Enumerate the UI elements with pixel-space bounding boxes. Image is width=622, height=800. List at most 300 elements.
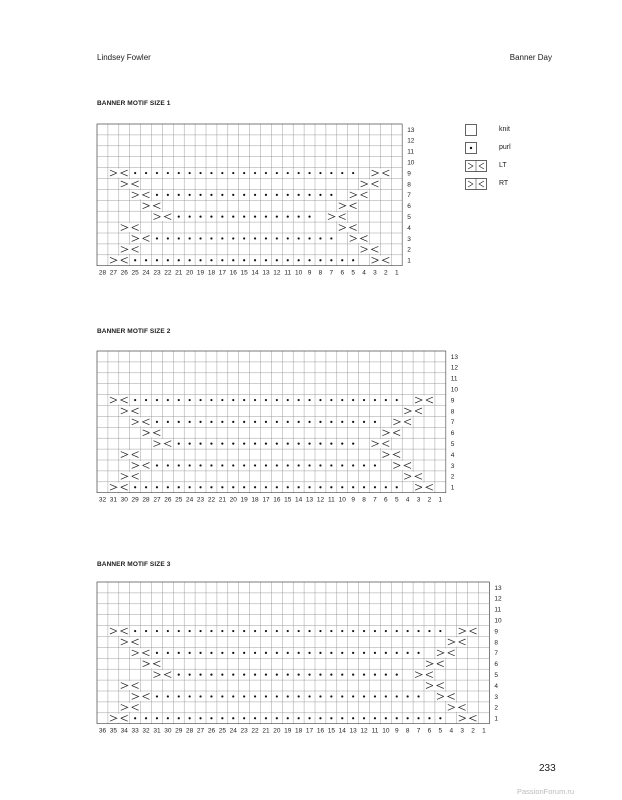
legend-label-lt: LT [499,162,507,169]
purl-dot [308,464,310,466]
purl-dot [221,464,223,466]
purl-dot [308,194,310,196]
purl-dot [308,695,310,697]
purl-dot [407,717,409,719]
purl-dot [330,259,332,261]
row-number: 3 [407,235,411,243]
stitch-number: 13 [305,496,314,504]
purl-dot [156,259,158,261]
purl-dot [276,216,278,218]
purl-dot [298,216,300,218]
purl-dot [243,172,245,174]
purl-dot [199,443,201,445]
purl-dot [352,652,354,654]
stitch-number: 21 [218,496,226,504]
purl-dot [298,652,300,654]
purl-dot [243,194,245,196]
purl-dot [374,399,376,401]
purl-dot [276,237,278,239]
purl-dot [167,695,169,697]
purl-dot [167,652,169,654]
purl-dot [167,464,169,466]
legend-item-rt [465,178,545,190]
cable-rt-row-7 [132,190,150,199]
cable-rt-row-1 [459,714,477,723]
purl-dot [265,421,267,423]
purl-dot [210,674,212,676]
purl-dot [232,464,234,466]
purl-dot [385,399,387,401]
stitch-number: 16 [229,269,237,277]
purl-dot [134,172,136,174]
right-cross-icon [465,178,487,190]
cable-rt-row-2 [361,245,379,254]
purl-dot [156,399,158,401]
row-number: 4 [494,682,499,690]
legend-label-rt: RT [499,180,509,187]
row-number: 1 [407,257,411,265]
purl-dot [428,630,430,632]
purl-dot [352,399,354,401]
stitch-number: 5 [394,496,399,504]
stitch-number: 18 [207,269,216,277]
stitch-number: 13 [262,269,270,277]
chart-title-size-1: BANNER MOTIF SIZE 1 [97,100,171,107]
purl-dot [319,237,321,239]
purl-dot [298,464,300,466]
row-number: 3 [494,693,499,701]
row-number: 10 [450,386,459,394]
cable-lt-row-2 [121,703,139,712]
purl-dot [265,630,267,632]
grid-lines [97,351,446,493]
purl-dot [178,464,180,466]
purl-dot [210,194,212,196]
purl-dot [363,486,365,488]
purl-dot [189,717,191,719]
purl-dot [308,259,310,261]
stitch-number: 10 [338,496,346,504]
purl-dot [352,717,354,719]
purl-dot [199,421,201,423]
purl-dot [298,172,300,174]
purl-dot [199,630,201,632]
purl-dot [178,237,180,239]
purl-dot [265,652,267,654]
stitch-number: 28 [186,727,194,735]
cable-lt-row-2 [121,472,139,481]
purl-dot [265,172,267,174]
cable-lt-row-5 [372,439,390,448]
purl-dot [243,695,245,697]
row-number: 13 [494,584,502,592]
purl-dot [178,216,180,218]
purl-dot [232,216,234,218]
purl-dot [396,652,398,654]
purl-dot [243,399,245,401]
cable-lt-row-8 [448,638,466,647]
purl-dot [232,399,234,401]
purl-dot [319,486,321,488]
purl-dot [319,652,321,654]
purl-dot [428,717,430,719]
cable-rt-row-3 [437,692,455,701]
purl-dot [145,259,147,261]
stitch-number: 4 [362,269,366,277]
row-number: 9 [407,170,411,178]
purl-dot [265,486,267,488]
stitch-number: 19 [240,496,248,504]
purl-dot [396,674,398,676]
purl-dot [210,630,212,632]
row-number: 6 [407,203,411,211]
purl-dot [189,399,191,401]
purl-dot [243,630,245,632]
purl-dot [352,172,354,174]
purl-dot [396,717,398,719]
purl-dot [178,259,180,261]
purl-dot [178,172,180,174]
purl-dot [341,399,343,401]
stitch-number: 18 [295,727,303,735]
legend-item-knit [465,124,545,136]
purl-dot [341,486,343,488]
purl-dot [341,443,343,445]
purl-dot [210,399,212,401]
purl-dot [265,464,267,466]
purl-dot [254,717,256,719]
purl-dot [330,399,332,401]
purl-dot [330,717,332,719]
cable-rt-row-4 [339,223,357,232]
legend-item-purl [465,142,545,154]
purl-dot [178,674,180,676]
stitch-number: 15 [327,727,335,735]
purl-dot [178,399,180,401]
row-number: 6 [494,661,499,669]
row-number: 8 [494,639,499,647]
purl-dot [254,443,256,445]
stitch-number: 13 [349,727,357,735]
purl-dot [210,486,212,488]
stitch-number: 20 [273,727,281,735]
purl-dot [265,443,267,445]
purl-dot [145,486,147,488]
purl-dot [167,172,169,174]
stitch-number: 23 [196,496,205,504]
purl-dot [134,717,136,719]
purl-dot [341,259,343,261]
stitch-number: 22 [164,269,172,277]
purl-dot [341,652,343,654]
stitch-number: 31 [153,727,161,735]
purl-dot [134,259,136,261]
stitch-number: 22 [207,496,216,504]
purl-dot [232,630,234,632]
purl-dot [167,194,169,196]
purl-dot [156,421,158,423]
stitch-number: 14 [295,496,303,504]
purl-dot [189,172,191,174]
row-number: 6 [450,430,455,438]
purl-dot [134,486,136,488]
stitch-number: 11 [284,269,292,277]
purl-dot [221,486,223,488]
purl-dot [221,674,223,676]
row-number: 8 [407,181,411,189]
cable-rt-row-4 [426,681,444,690]
purl-dot [189,421,191,423]
purl-dot [396,486,398,488]
purl-dot [363,674,365,676]
stitch-number: 19 [196,269,205,277]
purl-dot [308,172,310,174]
purl-dot [276,172,278,174]
purl-dot [210,652,212,654]
stitch-number: 7 [373,496,377,504]
purl-dot [178,717,180,719]
stitch-number: 18 [251,496,259,504]
row-number: 7 [494,650,499,658]
stitch-number: 10 [382,727,390,735]
purl-dot [221,717,223,719]
stitch-number: 20 [229,496,237,504]
purl-dot [210,717,212,719]
purl-dot [298,421,300,423]
row-number: 5 [450,440,455,448]
cable-lt-row-3 [132,692,150,701]
chart-grid-size-2 [0,351,622,511]
purl-dot [178,194,180,196]
cable-lt-row-3 [132,234,150,243]
purl-dot [243,216,245,218]
purl-dot [385,674,387,676]
purl-dot [319,674,321,676]
purl-dot [330,237,332,239]
purl-dot [330,194,332,196]
purl-dot [265,695,267,697]
purl-dot [243,237,245,239]
purl-dot [363,652,365,654]
purl-dot [439,717,441,719]
stitch-number: 26 [164,496,172,504]
purl-dot [243,464,245,466]
cable-rt-row-6 [143,659,161,668]
stitch-number: 30 [164,727,172,735]
stitch-number: 7 [329,269,334,277]
purl-dot [352,259,354,261]
purl-dot [385,695,387,697]
purl-dot [287,464,289,466]
purl-dot [254,486,256,488]
purl-dot [407,695,409,697]
purl-dot [254,652,256,654]
cable-lt-row-3 [132,461,150,470]
stitch-number: 25 [218,727,226,735]
legend-label-purl: purl [499,144,511,151]
stitch-number: 17 [305,727,314,735]
stitch-number: 5 [351,269,355,277]
purl-dot [156,194,158,196]
row-number: 10 [494,617,502,625]
purl-dot [298,443,300,445]
stitch-number: 28 [98,269,107,277]
purl-dot [330,674,332,676]
watermark: PassionForum.ru [517,787,575,796]
purl-dot [319,695,321,697]
purl-dot [276,259,278,261]
cable-rt-row-7 [132,417,150,426]
chart-title-size-2: BANNER MOTIF SIZE 2 [97,328,171,335]
purl-dot [287,172,289,174]
purl-dot [145,717,147,719]
row-number: 4 [407,224,411,232]
stitch-number: 11 [327,496,335,504]
cable-rt-row-9 [110,627,128,636]
purl-dot [308,421,310,423]
purl-dot [330,421,332,423]
purl-dot [199,237,201,239]
stitch-number: 24 [186,496,194,504]
stitch-number: 6 [384,496,388,504]
stitch-number: 12 [273,269,281,277]
purl-dot [221,237,223,239]
cable-lt-row-9 [459,627,477,636]
cable-lt-row-9 [372,169,390,178]
purl-dot [243,259,245,261]
stitch-number: 24 [142,269,150,277]
page-number: 233 [539,763,556,774]
legend-item-lt [465,160,545,172]
stitch-number: 29 [175,727,183,735]
purl-dot [145,399,147,401]
purl-dot [396,399,398,401]
row-number: 5 [494,671,499,679]
stitch-number: 27 [196,727,205,735]
purl-dot [210,695,212,697]
purl-dot [330,464,332,466]
purl-dot [156,464,158,466]
purl-dot [308,486,310,488]
stitch-number: 9 [351,496,355,504]
stitch-number: 4 [449,727,454,735]
stitch-number: 10 [295,269,303,277]
purl-dot [221,259,223,261]
row-number: 12 [494,595,502,603]
stitch-number: 12 [360,727,368,735]
purl-dot [276,486,278,488]
purl-dot [210,421,212,423]
purl-dot [276,674,278,676]
purl-dot [167,399,169,401]
purl-dot [221,443,223,445]
purl-dot [243,652,245,654]
cable-lt-row-1 [110,714,128,723]
stitch-number: 7 [416,727,421,735]
stitch-number: 31 [109,496,117,504]
stitch-number: 24 [229,727,237,735]
stitch-number: 33 [131,727,139,735]
purl-dot [374,464,376,466]
cable-rt-row-5 [153,670,171,679]
purl-dot [298,399,300,401]
purl-dot [341,674,343,676]
stitch-number: 17 [218,269,226,277]
stitch-number: 1 [482,727,486,735]
purl-dot [319,399,321,401]
cable-rt-row-8 [121,180,139,189]
purl-dot [363,464,365,466]
stitch-number: 35 [109,727,117,735]
purl-dot [330,630,332,632]
row-number: 8 [450,408,455,416]
purl-dot [199,717,201,719]
purl-dot [156,172,158,174]
purl-dot [319,464,321,466]
purl-dot [232,443,234,445]
purl-dot [189,486,191,488]
row-number: 12 [407,137,415,145]
purl-dot [298,717,300,719]
purl-dot [189,237,191,239]
row-number: 3 [450,462,455,470]
stitch-number: 34 [120,727,128,735]
row-number: 11 [407,148,414,156]
purl-dot [189,674,191,676]
purl-dot [363,630,365,632]
cable-lt-row-7 [437,648,455,657]
cable-rt-row-3 [393,461,411,470]
purl-dot [276,717,278,719]
purl-dot [232,194,234,196]
purl-dot [178,421,180,423]
purl-dot [243,717,245,719]
purl-dot [374,717,376,719]
stitch-number: 9 [307,269,312,277]
purl-dot [265,399,267,401]
stitch-number: 15 [240,269,248,277]
purl-dot [287,216,289,218]
stitch-number: 6 [427,727,432,735]
purl-dot [352,630,354,632]
purl-dot [287,486,289,488]
purl-dot [265,216,267,218]
purl-dot [243,674,245,676]
purl-dot [265,259,267,261]
cable-lt-row-5 [328,212,346,221]
purl-dot [210,237,212,239]
purl-dot [407,630,409,632]
purl-dot [276,399,278,401]
purl-dot [199,399,201,401]
purl-dot [232,237,234,239]
purl-dot [232,172,234,174]
cable-rt-row-1 [372,256,390,265]
stitch-number: 8 [362,496,366,504]
purl-dot [243,443,245,445]
purl-dot [254,674,256,676]
cable-lt-row-6 [339,201,357,210]
row-number: 7 [450,419,455,427]
purl-dot [276,464,278,466]
purl-dot [221,399,223,401]
cable-lt-row-4 [121,450,139,459]
purl-dot [199,194,201,196]
purl-dot [417,630,419,632]
purl-dot [254,464,256,466]
purl-dot [287,443,289,445]
purl-dot [221,421,223,423]
